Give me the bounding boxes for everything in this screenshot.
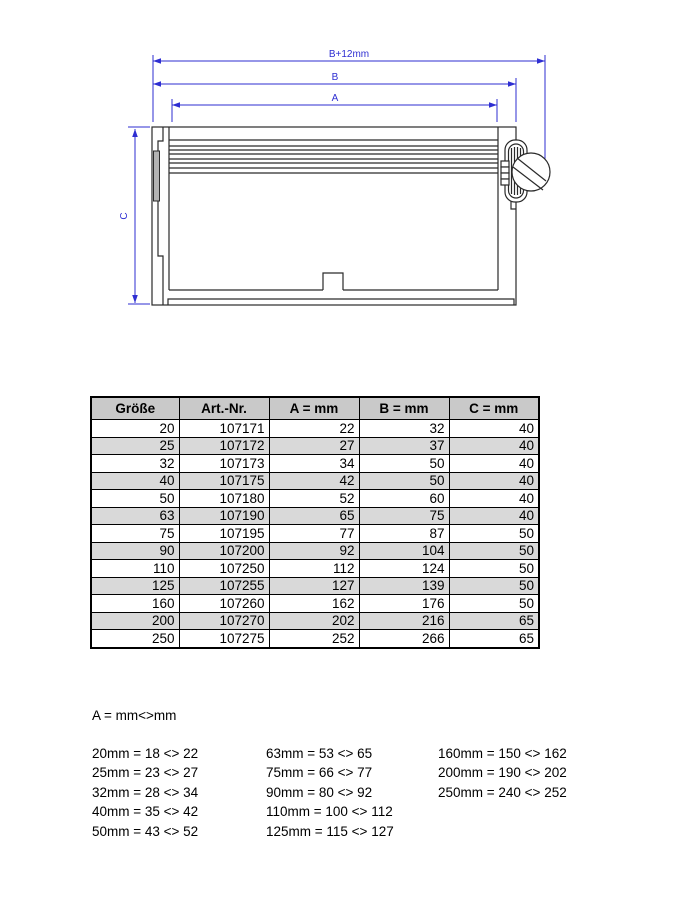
range-line: 200mm = 190 <> 202	[438, 765, 567, 781]
tolerance-notes-column-3	[438, 744, 567, 802]
range-line: 32mm = 28 <> 34	[92, 784, 199, 800]
table-row: 250 107275 252 266 65	[91, 630, 539, 648]
dim-label-b: B	[331, 72, 339, 83]
table-row: 63 107190 65 75 40	[91, 507, 539, 525]
table-row: 90 107200 92 104 50	[91, 542, 539, 560]
table-row: 50 107180 52 60 40	[91, 490, 539, 508]
range-line: 25mm = 23 <> 27	[92, 765, 199, 781]
table-row: 40 107175 42 50 40	[91, 472, 539, 490]
col-header-artnr: Art.-Nr.	[179, 397, 269, 420]
left-step-top	[158, 127, 163, 151]
range-line: 20mm = 18 <> 22	[92, 746, 199, 761]
range-line: 250mm = 240 <> 252	[438, 784, 567, 800]
range-line: 40mm = 35 <> 42	[92, 804, 199, 820]
tolerance-formula: A = mm<>mm	[92, 708, 177, 723]
table-row: 75 107195 77 87 50	[91, 525, 539, 543]
technical-drawing	[0, 0, 700, 340]
table-row: 125 107255 127 139 50	[91, 577, 539, 595]
tolerance-notes-column-1	[92, 744, 198, 841]
range-line: 63mm = 53 <> 65	[266, 746, 373, 761]
table-row: 160 107260 162 176 50	[91, 595, 539, 613]
col-header-groesse: Größe	[91, 397, 179, 420]
range-line: 160mm = 150 <> 162	[438, 746, 567, 761]
table-row: 32 107173 34 50 40	[91, 455, 539, 473]
dim-label-a: A	[331, 93, 339, 104]
clamp-body	[152, 127, 516, 305]
bottom-notch	[323, 273, 343, 290]
tolerance-notes-column-2	[266, 744, 394, 841]
table-row: 110 107250 112 124 50	[91, 560, 539, 578]
table-row: 20 107171 22 32 40	[91, 420, 539, 438]
range-line: 125mm = 115 <> 127	[266, 823, 394, 839]
dim-label-b12: B+12mm	[328, 49, 370, 60]
left-tab	[154, 151, 160, 201]
latch-thread-stack	[501, 161, 509, 185]
range-line: 110mm = 100 <> 112	[266, 804, 393, 820]
range-line: 90mm = 80 <> 92	[266, 784, 373, 800]
left-step-bottom	[158, 201, 163, 305]
dimension-table	[90, 396, 540, 649]
dimension-arrows	[132, 58, 545, 303]
col-header-a: A = mm	[269, 397, 359, 420]
table-row: 200 107270 202 216 65	[91, 612, 539, 630]
range-line: 75mm = 66 <> 77	[266, 765, 373, 781]
dim-label-c: C	[119, 212, 130, 220]
col-header-c: C = mm	[449, 397, 539, 420]
wing-nut-latch	[501, 140, 550, 202]
col-header-b: B = mm	[359, 397, 449, 420]
bottom-plate	[168, 299, 514, 305]
range-line: 50mm = 43 <> 52	[92, 823, 199, 839]
table-row: 25 107172 27 37 40	[91, 437, 539, 455]
table-header-row	[91, 397, 539, 420]
